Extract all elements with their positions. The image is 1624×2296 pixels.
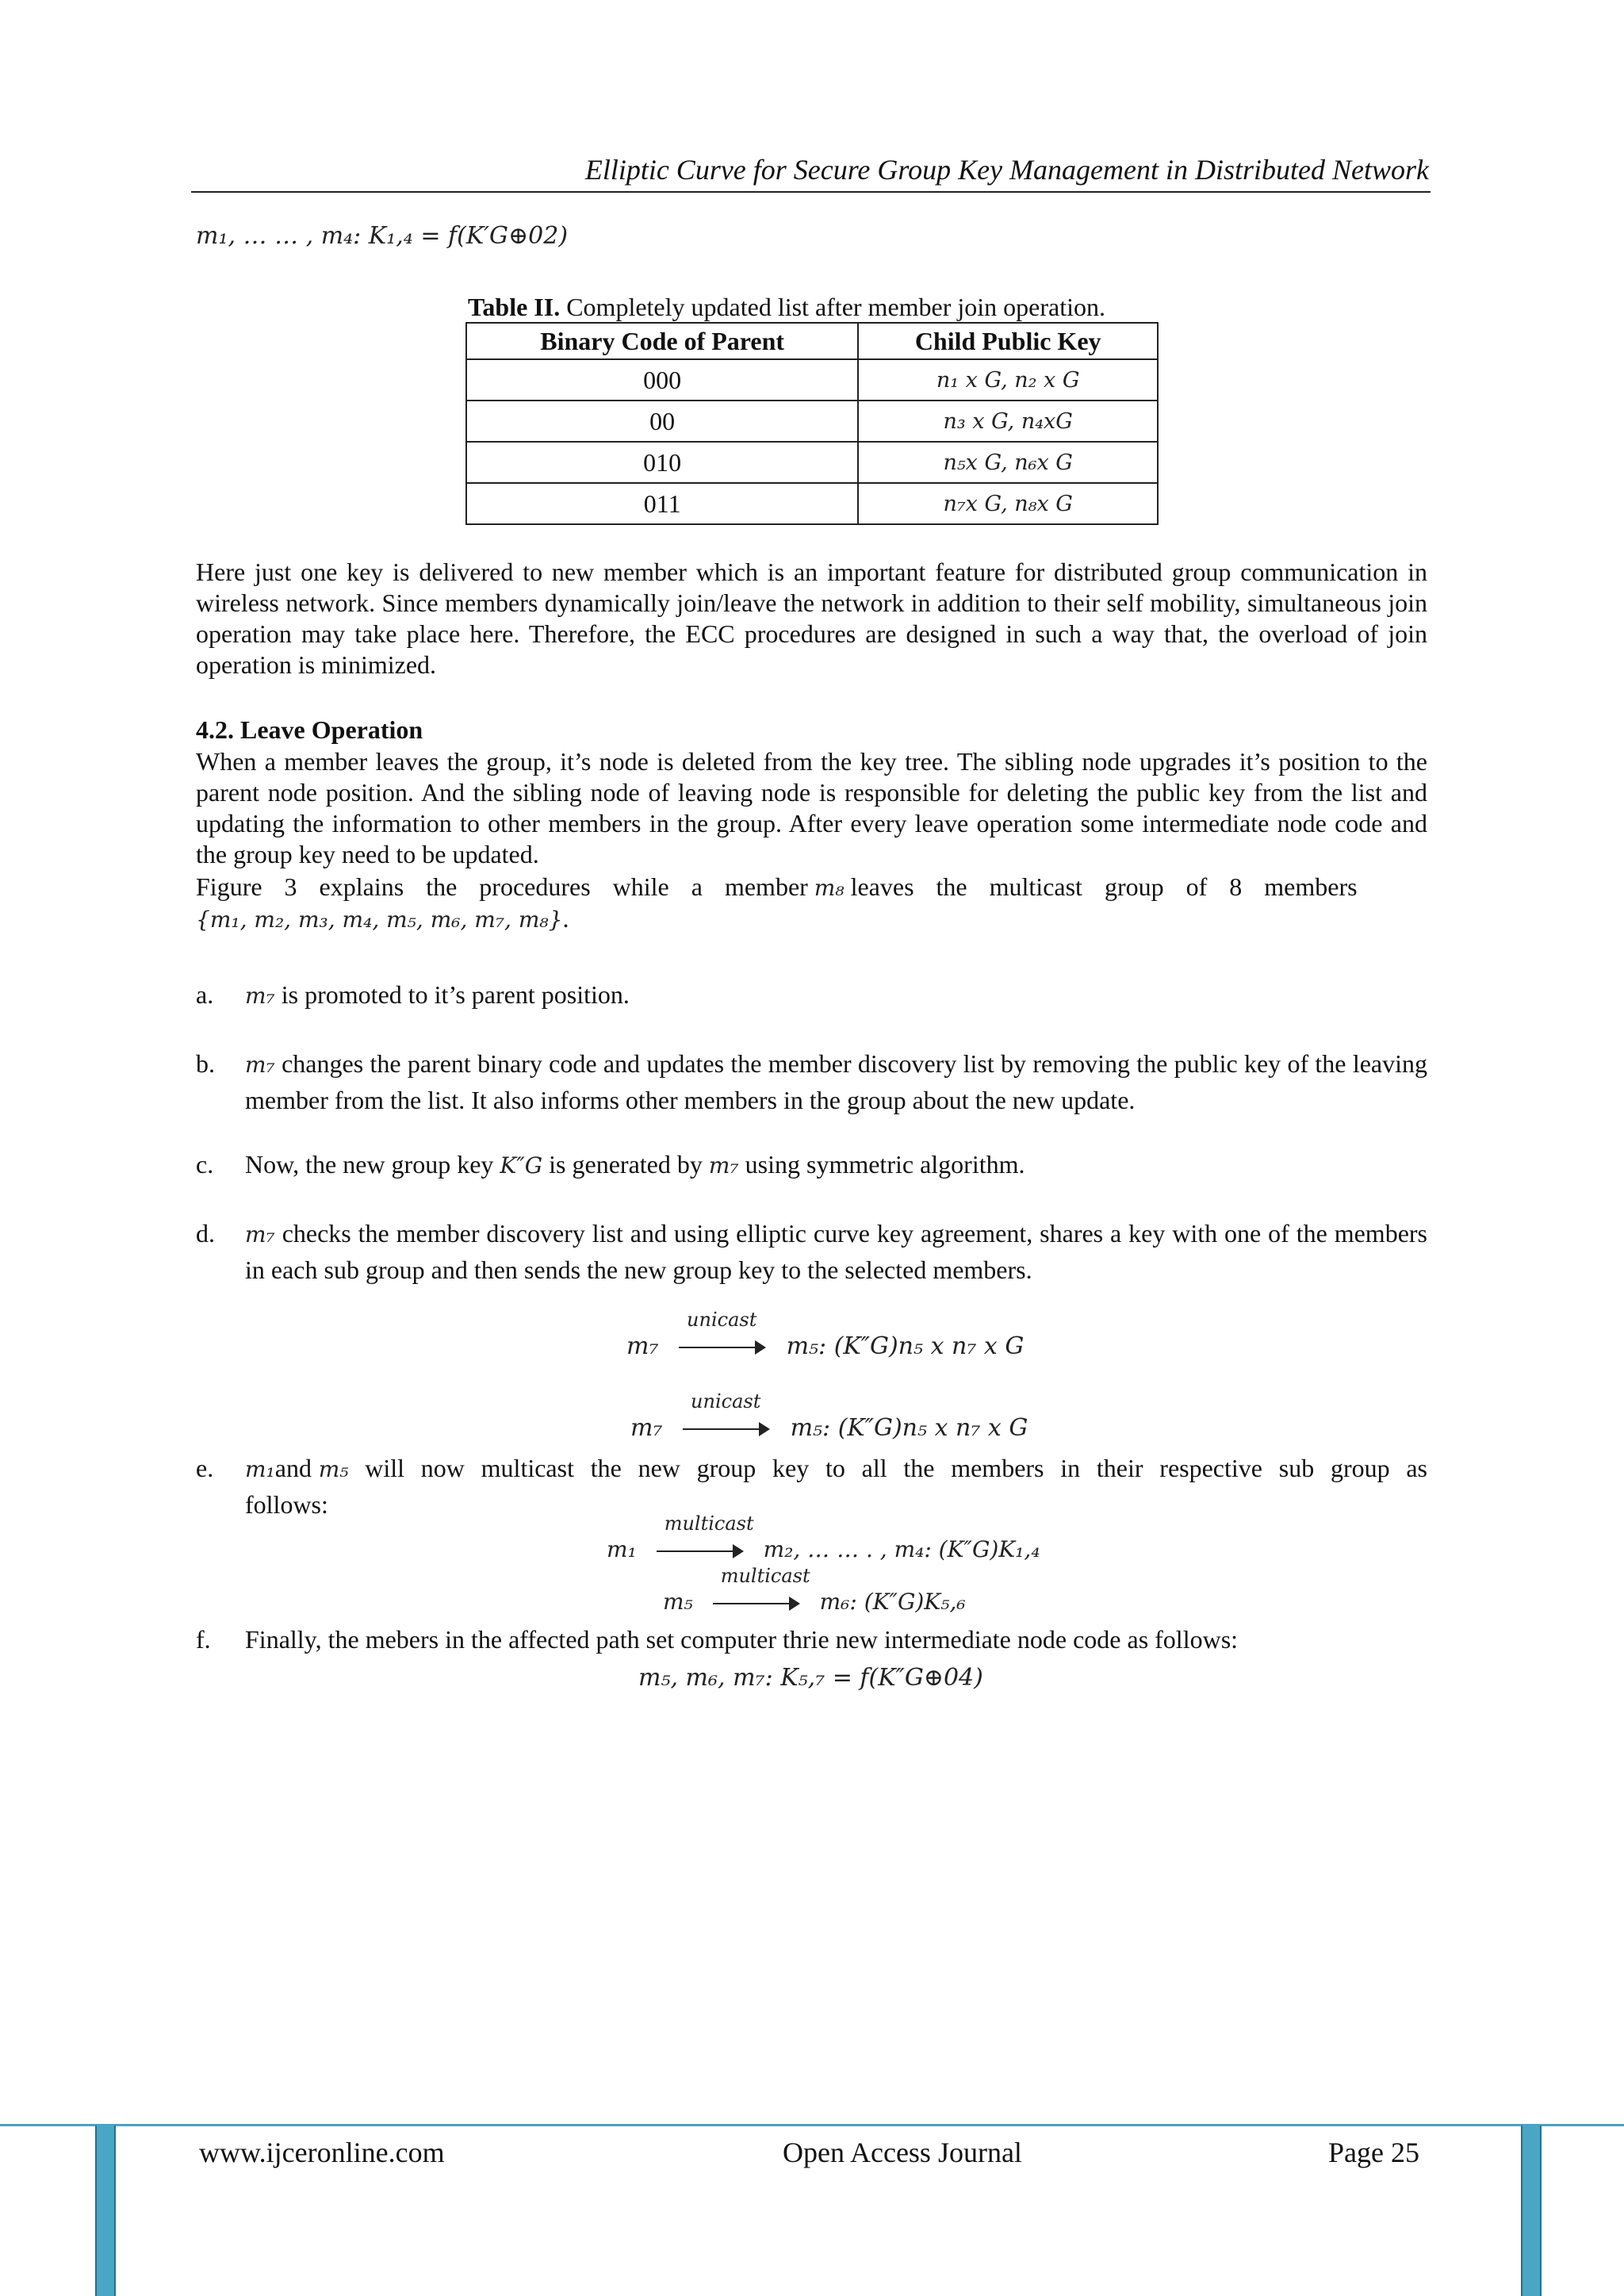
arrow-icon xyxy=(679,1309,766,1359)
eq-left: m₅ xyxy=(663,1589,693,1615)
updated-list-table xyxy=(465,322,1159,525)
figure-reference xyxy=(196,872,1427,935)
arrow-icon xyxy=(657,1512,754,1563)
member-set: {m₁, m₂, m₃, m₄, m₅, m₆, m₇, m₈} xyxy=(196,907,563,933)
arrow-icon xyxy=(683,1390,770,1441)
multicast-label: multicast xyxy=(720,1564,810,1587)
step-label: e. xyxy=(196,1454,214,1482)
table-cell-code: 011 xyxy=(466,483,858,524)
leave-paragraph: When a member leaves the group, it’s node is deleted from the key tree. The sibling node upgrades it’s position to the parent node position. And the sibling node of leaving node is responsible for deleting the public key from the list and updating the information to other members in the group. After every leave operation some intermediate node code and the group key need to be updated. xyxy=(196,747,1427,868)
footer-left-bar xyxy=(95,2125,116,2296)
table-cell-key: n₁ x G, n₂ x G xyxy=(858,359,1158,401)
step-b xyxy=(196,1046,1427,1116)
multicast-equation-1 xyxy=(607,1512,1040,1563)
table-cell-code: 00 xyxy=(466,401,858,442)
eq-right: m₆: (K″G)K₅,₆ xyxy=(819,1589,966,1615)
footer-divider xyxy=(0,2124,1624,2126)
table-header-binary-code: Binary Code of Parent xyxy=(466,323,858,359)
step-text-pre: Now, the new group key xyxy=(245,1150,500,1179)
join-paragraph: Here just one key is delivered to new member which is an important feature for distributed group communication in wireless network. Since members dynamically join/leave the network in addition to their self mobility, simultaneous join operation may take place here. Therefore, the ECC procedures are designed in such a way that, the overload of join operation is minimized. xyxy=(196,558,1427,679)
step-text: is promoted to it’s parent position. xyxy=(274,980,630,1009)
step-math: m₇ xyxy=(245,1221,275,1248)
step-math: m₇ xyxy=(245,983,275,1009)
table-row xyxy=(466,359,1158,401)
arrow-icon xyxy=(713,1564,810,1616)
unicast-equation-1 xyxy=(626,1309,1025,1360)
step-text-mid: is generated by xyxy=(542,1150,709,1179)
step-text: changes the parent binary code and updates the member discovery list by removing the public key of the leaving member from the list. It also informs other members in the group about the new update. xyxy=(245,1049,1427,1114)
step-text-mid: and xyxy=(274,1454,319,1482)
final-equation: m₅, m₆, m₇: K₅,₇ = f(K″G⊕04) xyxy=(638,1664,983,1692)
eq-right: m₅: (K″G)n₅ x n₇ x G xyxy=(786,1332,1025,1360)
multicast-label: multicast xyxy=(664,1512,754,1535)
group-key-symbol: K″G xyxy=(500,1152,543,1179)
step-a xyxy=(196,977,1427,1012)
section-heading: 4.2. Leave Operation xyxy=(196,715,423,744)
eq-right: m₅: (K″G)n₅ x n₇ x G xyxy=(790,1414,1028,1442)
step-label: c. xyxy=(196,1150,214,1179)
step-text: will now multicast the new group key to all the members in their respective sub group as follows: xyxy=(245,1454,1427,1519)
leaving-member: m₈ xyxy=(814,875,845,901)
table-row xyxy=(466,442,1158,483)
step-text: checks the member discovery list and using elliptic curve key agreement, shares a key with one of the members in each sub group and then sends the new group key to the selected members. xyxy=(245,1219,1427,1284)
table-cell-code: 000 xyxy=(466,359,858,401)
step-label: b. xyxy=(196,1049,215,1078)
table-caption-text: Completely updated list after member join operation. xyxy=(560,293,1106,321)
step-math-2: m₅ xyxy=(318,1456,349,1482)
step-math: m₁ xyxy=(245,1456,275,1482)
table-row xyxy=(466,401,1158,442)
step-text: Finally, the mebers in the affected path set computer thrie new intermediate node code as follows: xyxy=(245,1625,1239,1654)
table-cell-key: n₃ x G, n₄xG xyxy=(858,401,1158,442)
table-row xyxy=(466,483,1158,524)
figure-ref-text-after: leaves the multicast group of 8 members xyxy=(850,872,1358,901)
step-d xyxy=(196,1216,1427,1286)
step-math: m₇ xyxy=(708,1152,739,1179)
eq-left: m₁ xyxy=(607,1536,637,1562)
table-header-child-key: Child Public Key xyxy=(858,323,1158,359)
table-cell-key: n₇x G, n₈x G xyxy=(858,483,1158,524)
table-header-row xyxy=(466,323,1158,359)
multicast-equation-2 xyxy=(663,1564,966,1616)
step-label: a. xyxy=(196,980,214,1009)
unicast-equation-2 xyxy=(630,1390,1028,1442)
step-label: d. xyxy=(196,1219,215,1248)
step-e xyxy=(196,1451,1427,1520)
header-divider xyxy=(191,191,1431,193)
table-caption-label: Table II. xyxy=(468,293,561,321)
key-equation: m₁, … … , m₄: K₁,₄ = f(K′G⊕02) xyxy=(196,222,569,250)
table-cell-code: 010 xyxy=(466,442,858,483)
step-math: m₇ xyxy=(245,1052,275,1078)
footer-page-number: Page 25 xyxy=(1328,2137,1419,2168)
member-set-end: . xyxy=(562,904,569,933)
footer-right-bar xyxy=(1521,2125,1542,2296)
table-caption xyxy=(468,293,1158,322)
footer-journal: Open Access Journal xyxy=(783,2137,1022,2168)
eq-left: m₇ xyxy=(626,1332,659,1360)
table-cell-key: n₅x G, n₆x G xyxy=(858,442,1158,483)
unicast-label: unicast xyxy=(691,1390,761,1412)
unicast-label: unicast xyxy=(687,1309,757,1331)
step-text: using symmetric algorithm. xyxy=(738,1150,1025,1179)
running-title: Elliptic Curve for Secure Group Key Management in Distributed Network xyxy=(584,154,1429,186)
footer-website: www.ijceronline.com xyxy=(199,2137,445,2168)
figure-ref-text: Figure 3 explains the procedures while a member xyxy=(196,872,808,901)
step-f xyxy=(196,1622,1427,1657)
step-c xyxy=(196,1147,1427,1182)
step-label: f. xyxy=(196,1625,211,1654)
eq-left: m₇ xyxy=(630,1414,663,1442)
eq-right: m₂, … … . , m₄: (K″G)K₁,₄ xyxy=(763,1536,1040,1562)
